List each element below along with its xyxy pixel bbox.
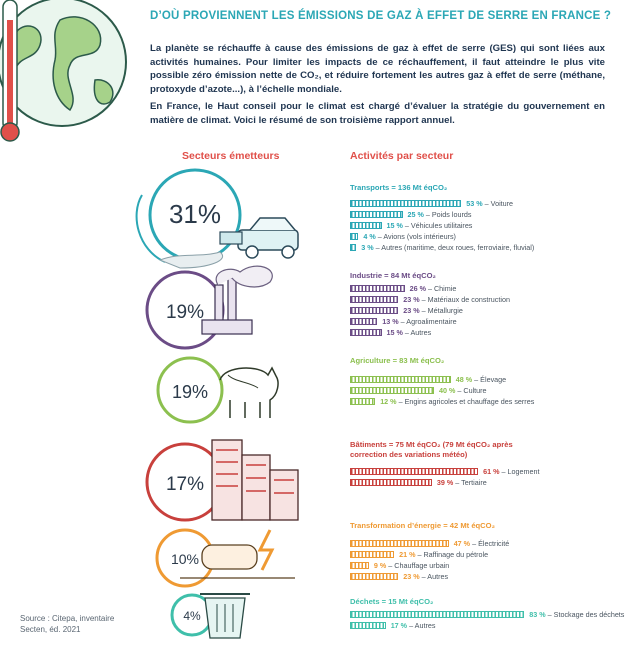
activity-bar [350, 573, 398, 580]
activity-label: – Autres [402, 328, 432, 337]
activity-bar [350, 622, 386, 629]
activity-pct: 23 % – Matériaux de construction [403, 295, 510, 304]
activity-label: – Tertiaire [453, 478, 487, 487]
activity-bar [350, 222, 382, 229]
source-note: Source : Citepa, inventaire Secten, éd. 2021 [20, 614, 115, 634]
activity-label: – Autres (maritime, deux roues, ferroviaire, fluvial) [373, 243, 535, 252]
activity-pct: 15 % – Autres [386, 328, 432, 337]
sector-total-waste: Déchets = 15 Mt éqCO₂ [350, 597, 434, 606]
activity-bar [350, 551, 394, 558]
activity-pct: 23 % – Métallurgie [403, 306, 463, 315]
activity-bar [350, 200, 461, 207]
activity-pct: 83 % – Stockage des déchets [529, 610, 625, 619]
activity-label: – Autres [419, 572, 449, 581]
activity-bar [350, 329, 382, 336]
activity-label: – Agroalimentaire [398, 317, 457, 326]
activity-bar [350, 211, 403, 218]
activity-pct: 13 % – Agroalimentaire [382, 317, 457, 326]
activity-pct: 47 % – Électricité [453, 539, 510, 548]
activity-label: – Engins agricoles et chauffage des serres [396, 397, 535, 406]
activity-pct: 53 % – Voiture [466, 199, 514, 208]
activity-pct: 48 % – Élevage [455, 375, 507, 384]
activity-pct: 9 % – Chauffage urbain [373, 561, 450, 570]
activity-bar [350, 468, 478, 475]
activity-pct: 12 % – Engins agricoles et chauffage des serres [380, 397, 535, 406]
activity-label: – Chauffage urbain [386, 561, 450, 570]
activity-label: – Électricité [470, 539, 510, 548]
earth-thermometer-illustration [0, 0, 140, 145]
activity-pct: 15 % – Véhicules utilitaires [386, 221, 473, 230]
activity-bar [350, 611, 524, 618]
activity-bar [350, 285, 405, 292]
sector-share-waste: 4% [183, 609, 201, 623]
activity-pct: 26 % – Chimie [409, 284, 457, 293]
activity-pct: 40 % – Culture [439, 386, 487, 395]
activity-bar [350, 387, 434, 394]
activity-label: – Logement [499, 467, 540, 476]
activity-pct: 25 % – Poids lourds [407, 210, 472, 219]
activity-label: – Culture [455, 386, 487, 395]
activity-bar [350, 398, 375, 405]
activity-bar [350, 376, 451, 383]
sector-total-industry: Industrie = 84 Mt éqCO₂ [350, 271, 436, 280]
activity-pct: 4 % – Avions (vols intérieurs) [363, 232, 456, 241]
sector-share-buildings: 17% [165, 474, 205, 495]
activity-bar [350, 318, 377, 325]
activity-label: – Matériaux de construction [419, 295, 510, 304]
activity-bar [350, 296, 398, 303]
activity-label: – Voiture [482, 199, 514, 208]
sector-share-transports: 31% [168, 199, 222, 229]
activity-pct: 21 % – Raffinage du pétrole [399, 550, 489, 559]
activity-label: – Autres [407, 621, 436, 630]
activity-label: – Poids lourds [423, 210, 472, 219]
page-title: D’OÙ PROVIENNENT LES ÉMISSIONS DE GAZ À EFFET DE SERRE EN FRANCE ? [150, 10, 612, 22]
activity-label: – Métallurgie [419, 306, 463, 315]
activity-bar [350, 244, 356, 251]
activity-label: – Élevage [472, 375, 507, 384]
sectors-column-header: Secteurs émetteurs [182, 150, 280, 162]
activity-bar [350, 233, 358, 240]
sector-total-buildings: Bâtiments = 75 Mt éqCO₂ (79 Mt éqCO₂ après correction des variations météo) [350, 440, 513, 459]
activity-pct: 17 % – Autres [390, 621, 436, 630]
activity-bar [350, 479, 432, 486]
intro-paragraph-2: En France, le Haut conseil pour le climat est chargé d’évaluer la stratégie du gouvernement en matière de climat. Voici le résumé de son troisième rapport annuel. [150, 101, 605, 126]
sector-illustrations [120, 160, 350, 640]
sector-total-transports: Transports = 136 Mt éqCO₂ [350, 183, 448, 192]
sector-share-energy: 10% [170, 551, 200, 567]
activity-label: – Véhicules utilitaires [402, 221, 473, 230]
activity-pct: 39 % – Tertiaire [436, 478, 487, 487]
activity-pct: 61 % – Logement [483, 467, 540, 476]
activities-column-header: Activités par secteur [350, 150, 454, 162]
activity-pct: 3 % – Autres (maritime, deux roues, ferroviaire, fluvial) [361, 243, 535, 252]
activity-label: – Raffinage du pétrole [415, 550, 489, 559]
activity-bar [350, 307, 398, 314]
activity-pct: 23 % – Autres [403, 572, 449, 581]
sector-share-agriculture: 19% [171, 382, 209, 402]
activity-label: – Avions (vols intérieurs) [375, 232, 456, 241]
activity-label: – Chimie [425, 284, 457, 293]
sector-share-industry: 19% [165, 302, 205, 323]
sector-total-energy: Transformation d’énergie = 42 Mt éqCO₂ [350, 521, 495, 530]
activity-label: – Stockage des déchets [545, 610, 625, 619]
activity-bar [350, 562, 369, 569]
sector-total-agriculture: Agriculture = 83 Mt éqCO₂ [350, 356, 445, 365]
activity-bar [350, 540, 449, 547]
intro-paragraph: La planète se réchauffe à cause des émissions de gaz à effet de serre (GES) qui sont liées aux activités humaines. Pour limiter les impacts de ce réchauffement, il faut atteindre le plus vite possible zéro émission nette de CO₂, et réduire fortement les autres gaz à effet de serre (méthane, protoxyde d’azote...), à l’échelle mondiale. [150, 43, 605, 95]
